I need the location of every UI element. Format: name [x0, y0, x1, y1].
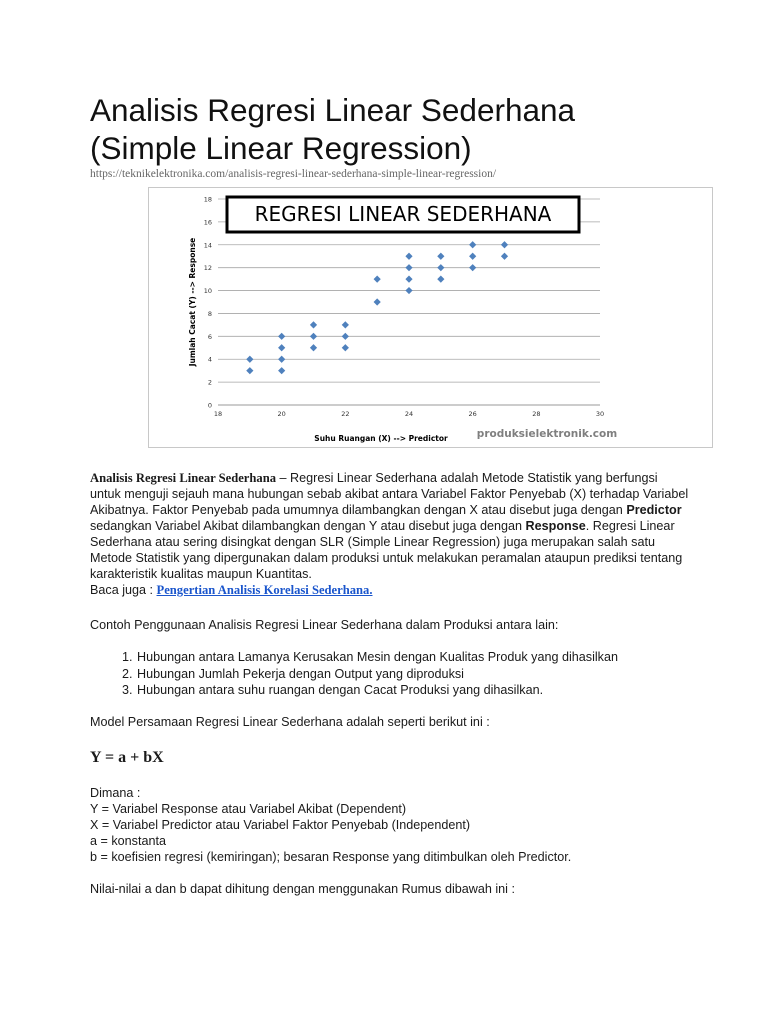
data-point [437, 276, 444, 283]
list-item: 3. Hubungan antara suhu ruangan dengan Cacat Produksi yang dihasilkan. [136, 682, 696, 699]
data-point [469, 264, 476, 271]
x-axis-label: Suhu Ruangan (X) --> Predictor [314, 434, 448, 443]
data-point [501, 253, 508, 260]
model-intro: Model Persamaan Regresi Linear Sederhana adalah seperti berikut ini : [90, 715, 490, 729]
definition-a: a = konstanta [90, 834, 166, 848]
list-item: 1. Hubungan antara Lamanya Kerusakan Mesin dengan Kualitas Produk yang dihasilkan [136, 649, 696, 666]
y-tick-label: 14 [203, 241, 212, 250]
where-label: Dimana : [90, 786, 141, 800]
data-point [278, 367, 285, 374]
data-point [246, 356, 253, 363]
title-line-1: Analisis Regresi Linear Sederhana [90, 92, 576, 128]
data-point [310, 321, 317, 328]
x-tick-label: 30 [595, 410, 605, 418]
data-point [342, 321, 349, 328]
see-also-prefix: Baca juga : [90, 583, 157, 597]
data-point [437, 253, 444, 260]
definition-x: X = Variabel Predictor atau Variabel Faktor Penyebab (Independent) [90, 818, 471, 832]
definition-y: Y = Variabel Response atau Variabel Akibat (Dependent) [90, 802, 407, 816]
data-point [405, 253, 412, 260]
data-point [310, 333, 317, 340]
data-point [374, 276, 381, 283]
data-point [278, 356, 285, 363]
x-tick-label: 24 [404, 410, 414, 418]
intro-term: Analisis Regresi Linear Sederhana [90, 471, 277, 485]
y-tick-label: 10 [203, 287, 212, 296]
definition-b: b = koefisien regresi (kemiringan); besaran Response yang ditimbulkan oleh Predictor. [90, 850, 572, 864]
regression-formula: Y = a + bX [90, 749, 164, 766]
y-tick-label: 4 [207, 355, 212, 364]
chart-title: REGRESI LINEAR SEDERHANA [254, 202, 552, 226]
x-tick-label: 20 [277, 410, 286, 418]
see-also-link[interactable]: Pengertian Analisis Korelasi Sederhana. [156, 583, 373, 597]
data-point [405, 287, 412, 294]
data-point [342, 333, 349, 340]
source-url[interactable]: https://teknikelektronika.com/analisis-regresi-linear-sederhana-simple-linear-regression/ [90, 168, 497, 180]
data-point [501, 241, 508, 248]
page-title [90, 91, 690, 167]
data-point [405, 264, 412, 271]
data-point [374, 298, 381, 305]
x-tick-label: 26 [468, 410, 477, 418]
intro-text-1: Regresi Linear Sederhana adalah Metode Statistik yang berfungsi untuk menguji sejauh mana hubungan sebab akibat antara Variabel Faktor Penyebab (X) terhadap Variabel Akibatnya. Faktor Penyebab pada umumnya dilambangkan dengan X atau disebut juga dengan [90, 471, 689, 517]
data-point [469, 241, 476, 248]
data-point [405, 276, 412, 283]
intro-text-3: . Regresi Linear Sederhana atau sering disingkat dengan SLR (Simple Linear Regression) juga merupakan salah satu Metode Statistik yang dipergunakan dalam produksi untuk melakukan peramalan ataupun prediksi tentang karakteristik kualitas maupun Kuantitas. [90, 519, 683, 581]
intro-paragraph [90, 470, 690, 598]
y-axis-label: Jumlah Cacat (Y) --> Response [188, 237, 197, 367]
intro-dash: – [276, 471, 291, 485]
predictor-term: Predictor [626, 503, 682, 517]
data-point [310, 344, 317, 351]
data-point [246, 367, 253, 374]
scatter-chart [149, 188, 712, 447]
data-point [437, 264, 444, 271]
y-tick-label: 8 [207, 309, 212, 318]
regression-chart-figure [148, 187, 713, 448]
title-line-2: (Simple Linear Regression) [90, 130, 472, 166]
y-tick-label: 2 [207, 378, 212, 387]
examples-list [90, 649, 696, 699]
chart-watermark: produksielektronik.com [476, 428, 618, 440]
list-item: 2. Hubungan Jumlah Pekerja dengan Output yang diproduksi [136, 666, 696, 683]
data-point [278, 333, 285, 340]
y-tick-label: 12 [203, 264, 212, 273]
closing-paragraph: Nilai-nilai a dan b dapat dihitung dengan menggunakan Rumus dibawah ini : [90, 882, 515, 896]
y-tick-label: 18 [203, 195, 212, 204]
y-tick-label: 16 [203, 218, 212, 227]
x-tick-label: 22 [341, 410, 350, 418]
response-term: Response [525, 519, 586, 533]
x-tick-label: 18 [213, 410, 223, 418]
data-point [469, 253, 476, 260]
y-tick-label: 0 [207, 401, 212, 410]
examples-intro: Contoh Penggunaan Analisis Regresi Linear Sederhana dalam Produksi antara lain: [90, 618, 559, 632]
x-tick-label: 28 [532, 410, 541, 418]
data-point [342, 344, 349, 351]
y-tick-label: 6 [207, 332, 212, 341]
definitions [90, 785, 690, 865]
data-point [278, 344, 285, 351]
intro-text-2: sedangkan Variabel Akibat dilambangkan dengan Y atau disebut juga dengan [90, 519, 526, 533]
